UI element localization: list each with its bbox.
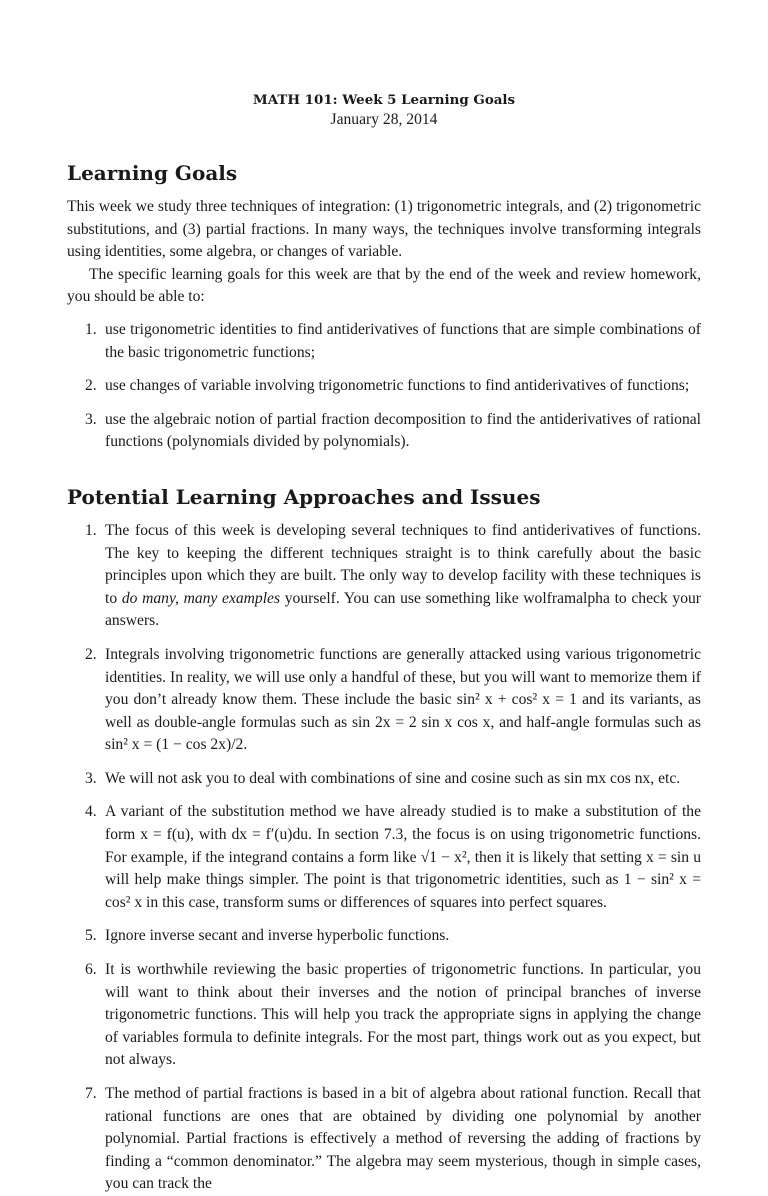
document-header: [67, 90, 701, 130]
list-item: [67, 409, 701, 454]
item-text: A variant of the substitution method we have already studied is to make a substitution of the form x = f(u), with dx = f′(u)du. In section 7.3, the focus is on using trigonometric functions. For example, if the integrand contains a form like √1 − x², then it is likely that setting x = sin u will help make things simpler. The point is that trigonometric identities, such as 1 − sin² x = cos² x in this case, transform sums or differences of squares into perfect squares.: [105, 803, 701, 911]
item-text: Ignore inverse secant and inverse hyperbolic functions.: [105, 927, 450, 945]
list-item: [67, 801, 701, 914]
item-number: 1.: [85, 320, 97, 338]
item-number: 3.: [85, 410, 97, 428]
list-item: [67, 1083, 701, 1196]
document-page: [67, 0, 701, 1196]
item-text: use the algebraic notion of partial fraction decomposition to find the antiderivatives of rational functions (polynomials divided by polynomials).: [105, 410, 701, 451]
list-item: [67, 644, 701, 757]
item-text: The focus of this week is developing several techniques to find antiderivatives of functions. The key to keeping the different techniques straight is to think carefully about the basic principles upon which they are built. The only way to develop facility with these techniques is to: [105, 521, 701, 607]
item-number: 2.: [85, 645, 97, 663]
item-text: use changes of variable involving trigonometric functions to find antiderivatives of functions;: [105, 377, 690, 395]
list-item: [67, 520, 701, 633]
list-item: [67, 375, 701, 398]
item-text: It is worthwhile reviewing the basic properties of trigonometric functions. In particular, you will want to think about their inverses and the notion of principal branches of inverse trigonometric functions. This will help you track the appropriate signs in applying the change of variables formula to definite integrals. For the most part, things work out as you expect, but not always.: [105, 961, 701, 1069]
list-item: [67, 959, 701, 1072]
list-item: [67, 768, 701, 791]
section-heading-learning-goals: Learning Goals: [67, 161, 238, 185]
list-item: [67, 319, 701, 364]
item-number: 7.: [85, 1085, 97, 1102]
approaches-list: [67, 520, 701, 1196]
document-date: January 28, 2014: [330, 111, 438, 128]
document-title: MATH 101: Week 5 Learning Goals: [252, 92, 516, 108]
intro-paragraph: This week we study three techniques of integration: (1) trigonometric integrals, and (2) trigonometric substitutions, and (3) partial fractions. In many ways, the techniques involve transforming integrals using identities, some algebra, or changes of variable.: [67, 198, 701, 261]
item-number: 2.: [85, 377, 97, 395]
item-number: 4.: [85, 803, 97, 821]
item-text: use trigonometric identities to find antiderivatives of functions that are simple combinations of the basic trigonometric functions;: [105, 320, 701, 361]
item-text: Integrals involving trigonometric functions are generally attacked using various trigonometric identities. In reality, we will use only a handful of these, but you will want to memorize them if you don’t already know them. These include the basic sin² x + cos² x = 1 and its variants, as well as double-angle formulas such as sin 2x = 2 sin x cos x, and half-angle formulas such as sin² x = (1 − cos 2x)/2.: [105, 645, 701, 754]
item-number: 6.: [85, 961, 97, 979]
item-number: 3.: [85, 769, 97, 787]
item-text: We will not ask you to deal with combinations of sine and cosine such as sin mx cos nx, etc.: [105, 769, 681, 787]
item-number: 5.: [85, 927, 97, 945]
item-number: 1.: [85, 521, 97, 539]
section-heading-approaches: Potential Learning Approaches and Issues: [67, 484, 541, 509]
item-text: yourself. You can use something like wolframalpha to check your answers.: [105, 589, 701, 630]
list-item: [67, 925, 701, 948]
item-text: The method of partial fractions is based in a bit of algebra about rational function. Recall that rational functions are ones that are obtained by dividing one polynomial by another polynomial. Partial fractions is effectively a method of reversing the adding of fractions by finding a “common denominator.” The algebra may seem mysterious, though in simple cases, you can track the: [105, 1085, 701, 1193]
goals-intro-paragraph: The specific learning goals for this week are that by the end of the week and review homework, you should be able to:: [67, 265, 701, 306]
emphasized-text: do many, many examples: [121, 589, 281, 607]
learning-goals-list: [67, 319, 701, 454]
